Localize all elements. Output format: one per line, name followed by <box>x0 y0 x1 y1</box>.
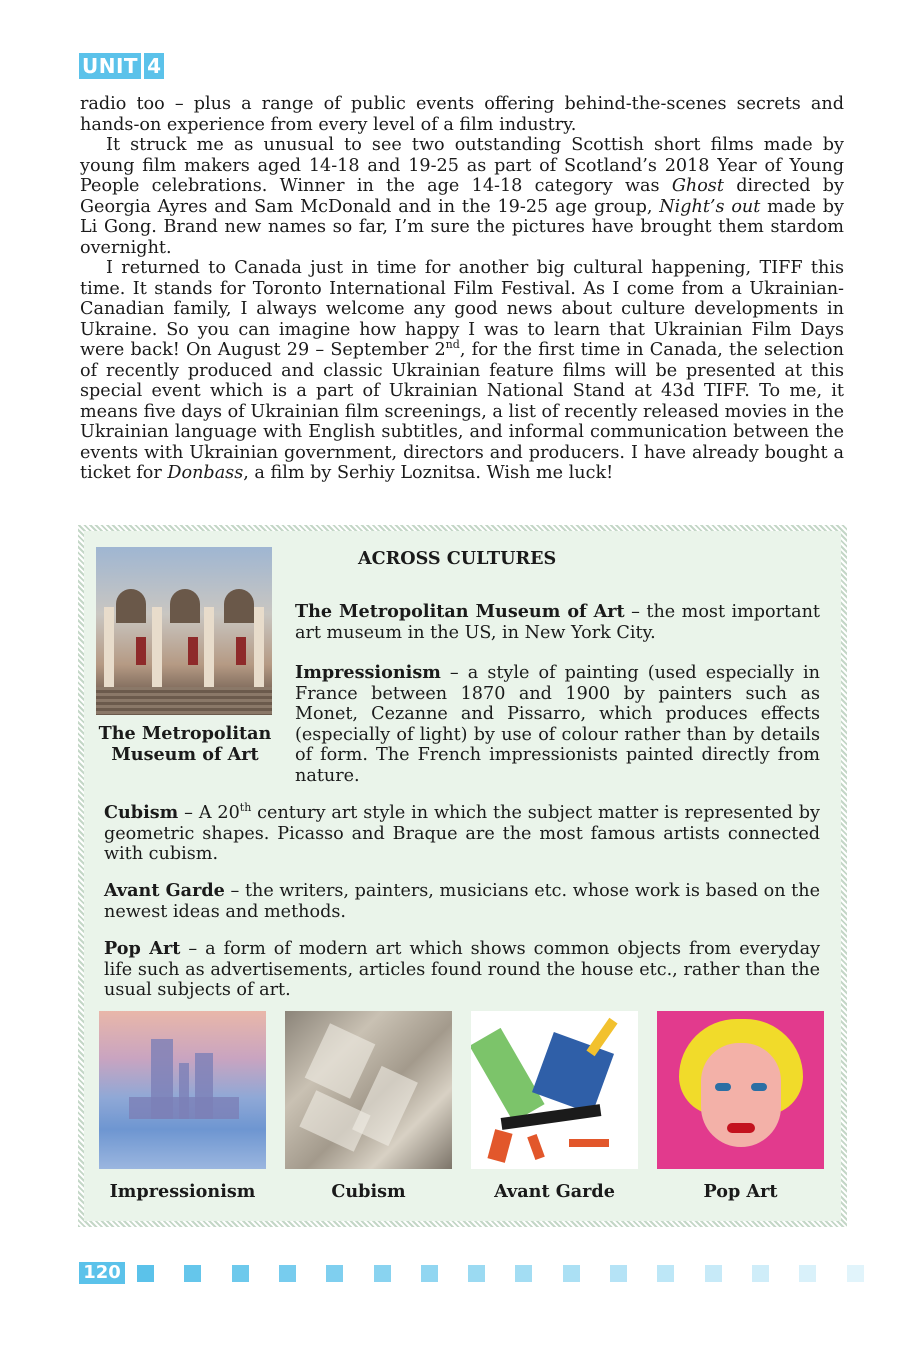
footer-square <box>468 1265 485 1282</box>
definition-term: Impressionism <box>295 662 441 683</box>
definition-term: Avant Garde <box>104 880 225 901</box>
definition-text: – the writers, painters, musicians etc. whose work is based on the newest ideas and methods. <box>104 881 820 922</box>
definition-text: – a form of modern art which shows common objects from everyday life such as advertisements, articles found round the house etc., rather than the usual subjects of art. <box>104 939 821 1000</box>
footer-square <box>232 1265 249 1282</box>
footer-square <box>137 1265 154 1282</box>
page-number: 120 <box>79 1262 125 1284</box>
footer-square <box>752 1265 769 1282</box>
film-title: Night’s out <box>659 196 761 217</box>
definition-term: Cubism <box>104 802 179 823</box>
metropolitan-museum-photo <box>96 547 272 715</box>
definition-met <box>295 602 820 643</box>
definition-cubism <box>104 803 820 865</box>
article-paragraph <box>80 135 844 258</box>
footer-square <box>847 1265 864 1282</box>
cubism-painting <box>285 1011 452 1169</box>
definition-term: The Metropolitan Museum of Art <box>295 601 625 622</box>
text-run: made by Li Gong. Brand new names so far, I’m sure the pictures have brought them stardom overnight. <box>80 196 844 258</box>
film-title: Ghost <box>671 176 724 196</box>
definition-impressionism <box>295 663 820 786</box>
text-run: directed by Georgia Ayres and Sam McDonald and in the 19-25 age group, <box>80 176 844 217</box>
article-paragraph: radio too – plus a range of public events offering behind-the-scenes secrets and hands-on experience from every level of a film industry. <box>80 94 844 135</box>
unit-badge <box>79 53 164 79</box>
caption-line: The Metropolitan <box>98 723 272 744</box>
footer-square <box>421 1265 438 1282</box>
gallery-caption: Avant Garde <box>494 1181 615 1202</box>
unit-number: 4 <box>144 53 164 79</box>
article-paragraph <box>80 258 844 484</box>
photo-caption <box>88 724 282 765</box>
footer-square <box>184 1265 201 1282</box>
ordinal-suffix: nd <box>445 338 460 352</box>
definition-term: Pop Art <box>104 938 181 959</box>
ordinal-suffix: th <box>239 801 252 815</box>
text-run: It struck me as unusual to see two outstanding Scottish short films made by young film makers aged 14-18 and 19-25 as part of Scotland’s 2018 Year of Young People celebrations. Winner in the age 14-18 category was <box>80 135 844 196</box>
across-cultures-box <box>78 525 847 1227</box>
caption-line: Museum of Art <box>111 743 259 765</box>
article-body <box>80 94 844 484</box>
section-title: ACROSS CULTURES <box>358 548 557 569</box>
footer-square <box>657 1265 674 1282</box>
gallery-caption: Cubism <box>331 1181 406 1202</box>
definition-text: – A 20 <box>178 803 240 823</box>
pop-art-painting <box>657 1011 824 1169</box>
text-run: , a film by Serhiy Loznitsa. Wish me luck! <box>243 463 614 483</box>
impressionism-painting <box>99 1011 266 1169</box>
definition-text: century art style in which the subject matter is represented by geometric shapes. Picasso and Braque are the most famous artists connected with cubism. <box>104 803 820 864</box>
footer-square <box>610 1265 627 1282</box>
text-run: I returned to Canada just in time for another big cultural happening, TIFF this time. It stands for Toronto International Film Festival. As I come from a Ukrainian-Canadian family, I always welcome any good news about culture developments in Ukraine. So you can imagine how happy I was to learn that Ukrainian Film Days were back! On August 29 – September 2 <box>80 258 844 360</box>
gallery-caption: Impressionism <box>109 1181 256 1202</box>
footer-square <box>563 1265 580 1282</box>
gallery-caption: Pop Art <box>703 1181 778 1202</box>
footer-square <box>515 1265 532 1282</box>
definition-avant-garde <box>104 881 820 922</box>
unit-label: UNIT <box>79 53 141 79</box>
footer-square <box>326 1265 343 1282</box>
page-footer <box>79 1262 125 1284</box>
avant-garde-painting <box>471 1011 638 1169</box>
footer-decoration <box>137 1262 897 1284</box>
footer-square <box>374 1265 391 1282</box>
film-title: Donbass <box>167 463 244 483</box>
footer-square <box>799 1265 816 1282</box>
definition-text: – a style of painting (used especially in France between 1870 and 1900 by painters such as Monet, Cezanne and Pissarro, which produces effects (especially of light) by use of colour rather than by details of form. The French impressionists painted directly from nature. <box>295 663 820 786</box>
footer-square <box>705 1265 722 1282</box>
footer-square <box>279 1265 296 1282</box>
definition-pop-art <box>104 939 820 1001</box>
text-run: , for the first time in Canada, the selection of recently produced and classic Ukrainian feature films will be presented at this special event which is a part of Ukrainian National Stand at 43d TIFF. To me, it means five days of Ukrainian film screenings, a list of recently released movies in the Ukrainian language with English subtitles, and informal communication between the events with Ukrainian government, directors and producers. I have already bought a ticket for <box>80 340 844 483</box>
definition-text: – the most important art museum in the US, in New York City. <box>295 602 820 643</box>
